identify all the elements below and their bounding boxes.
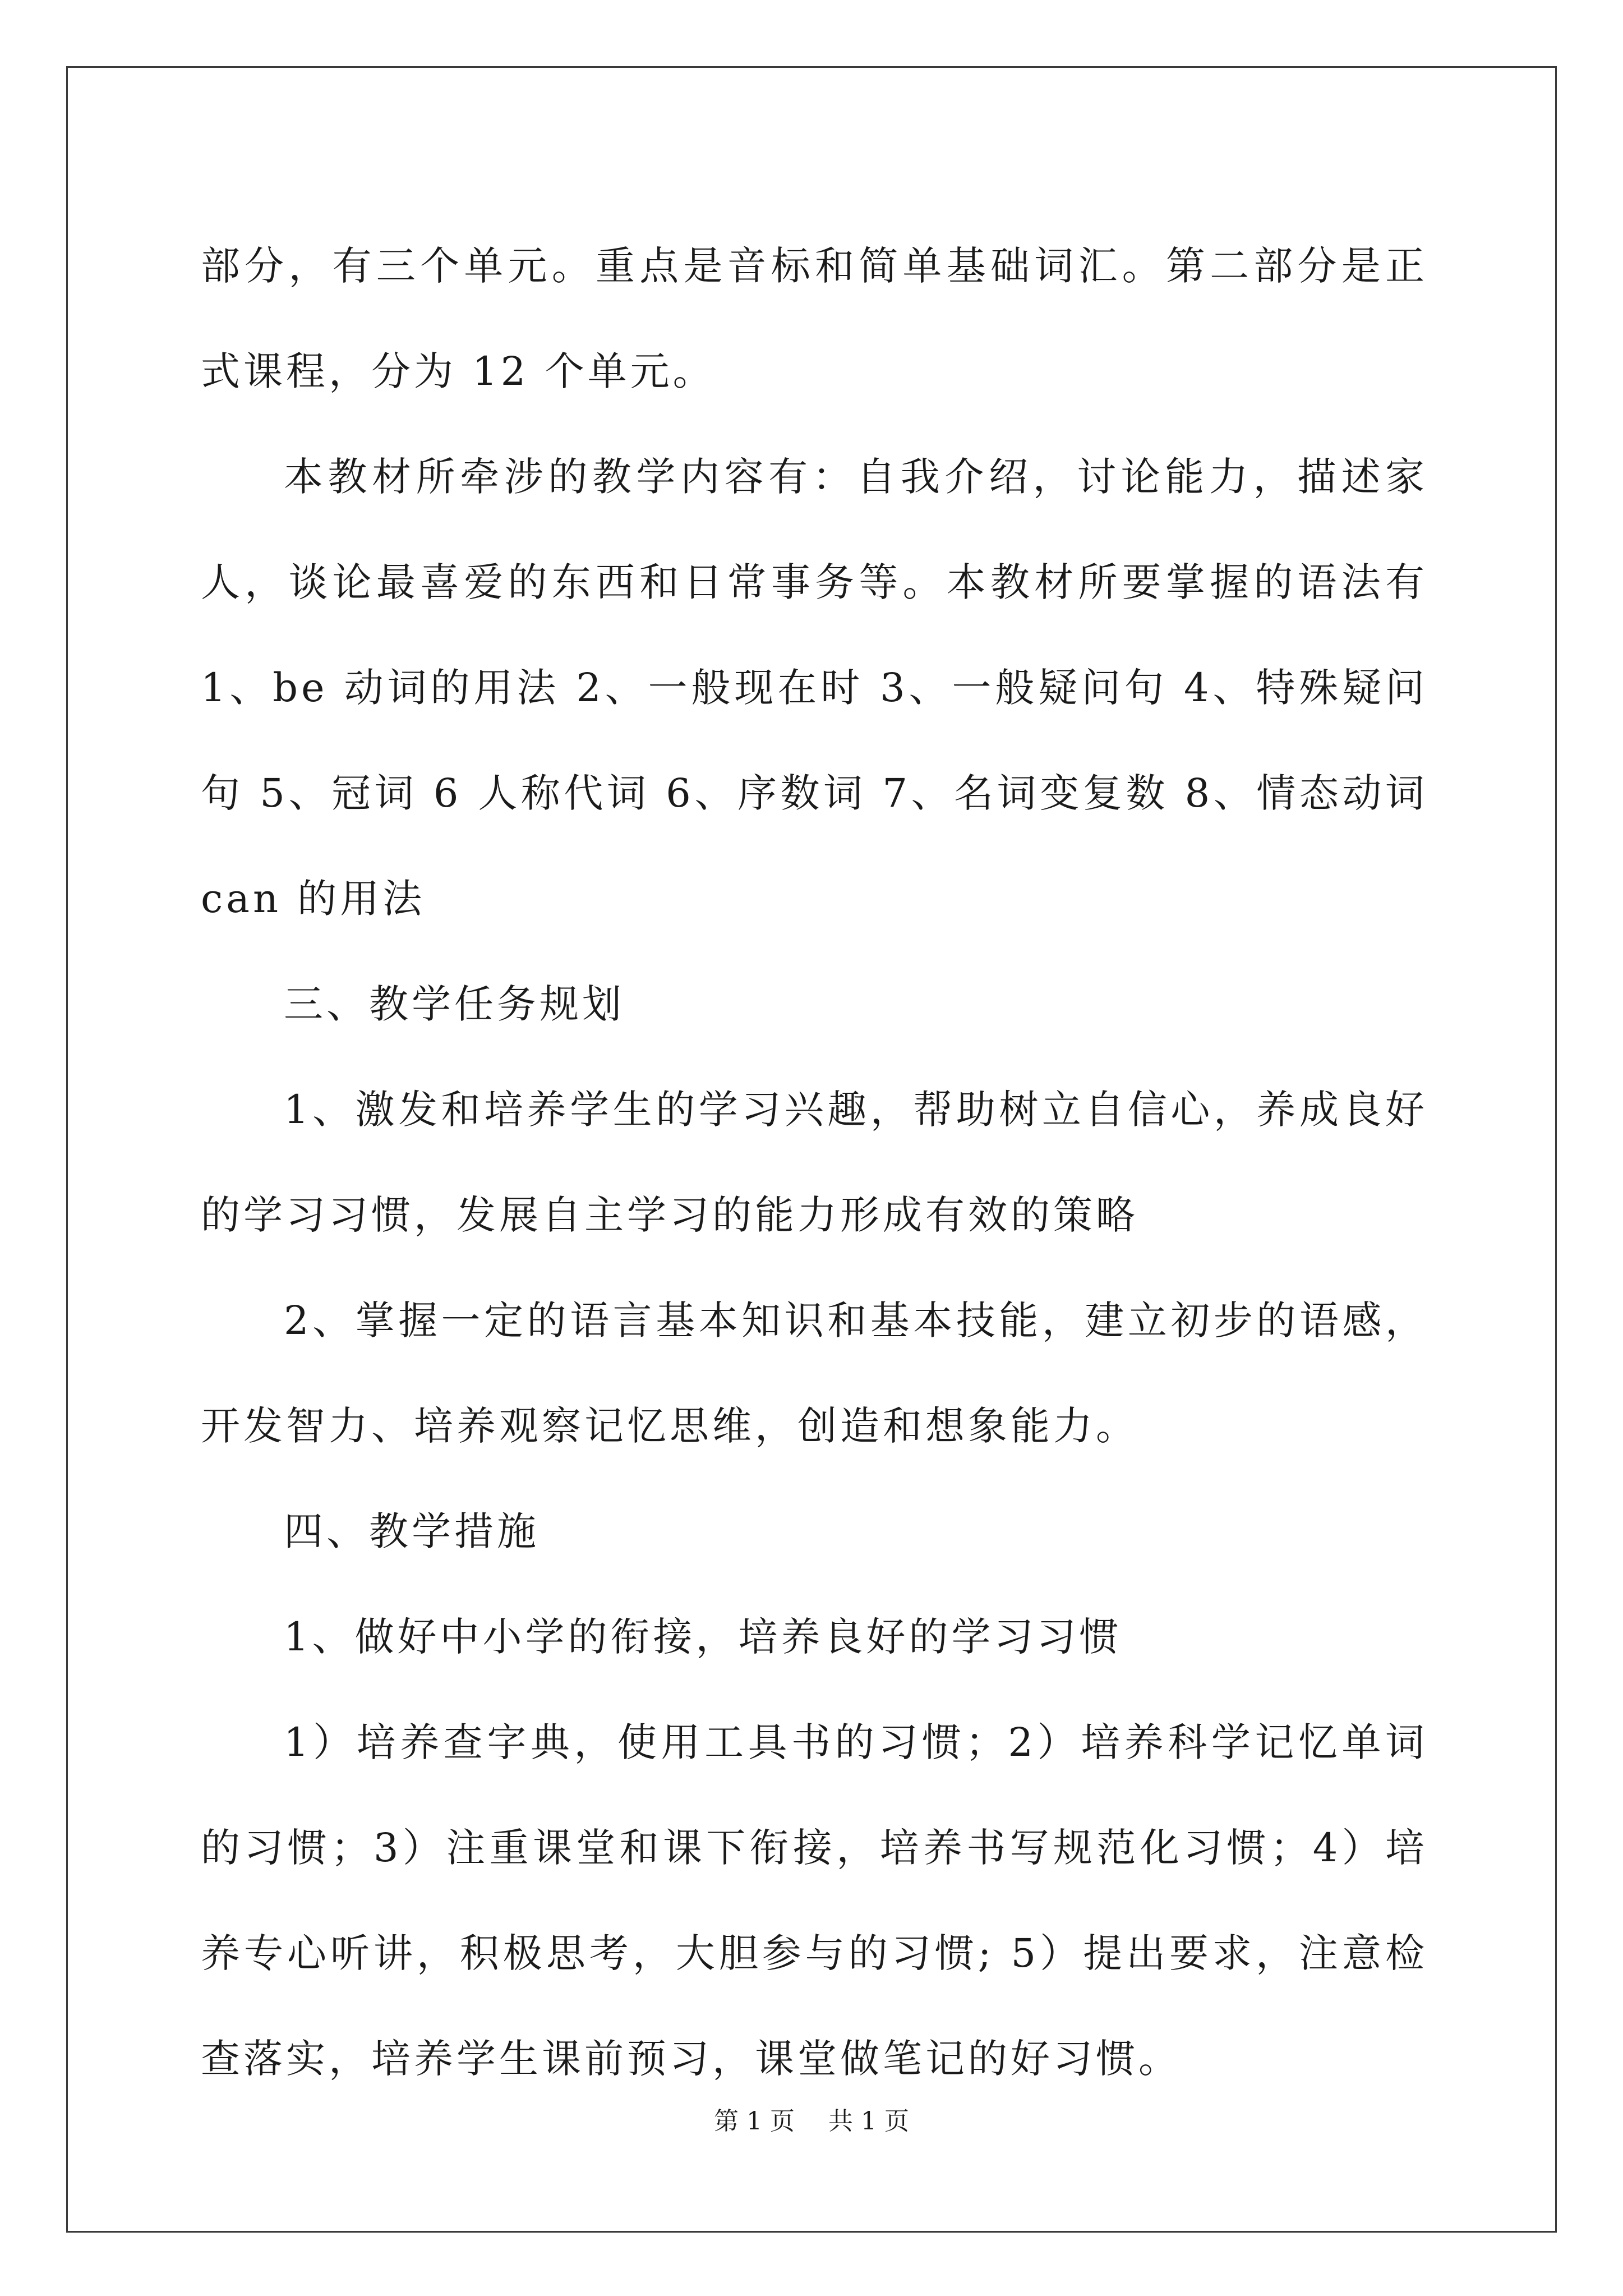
paragraph-5: 2、掌握一定的语言基本知识和基本技能，建立初步的语感，开发智力、培养观察记忆思维，创造和想象能力。	[201, 1297, 1428, 1449]
section-heading-3: 三、教学任务规划	[284, 981, 625, 1027]
paragraph-2: 本教材所牵涉的教学内容有：自我介绍，讨论能力，描述家人，谈论最喜爱的东西和日常事务等。本教材所要掌握的语法有 1、be 动词的用法 2、一般现在时 3、一般疑问句 4、特殊疑问句 5、冠词 6 人称代词 6、序数词 7、名词变复数 8、情态动词 can 的用法	[201, 454, 1428, 922]
paragraph-8: 1）培养查字典，使用工具书的习惯；2）培养科学记忆单词的习惯；3）注重课堂和课下衔接，培养书写规范化习惯；4）培养专心听讲，积极思考，大胆参与的习惯; 5）提出要求，注意检查落实，培养学生课前预习，课堂做笔记的好习惯。	[201, 1719, 1428, 2082]
section-heading-4: 四、教学措施	[284, 1508, 540, 1554]
document-body	[201, 213, 1428, 2111]
paragraph-1: 部分，有三个单元。重点是音标和简单基础词汇。第二部分是正式课程，分为 12 个单元。	[201, 243, 1428, 394]
page-number: 第 1 页	[714, 2107, 795, 2136]
page-total: 共 1 页	[828, 2107, 909, 2136]
paragraph-4: 1、激发和培养学生的学习兴趣，帮助树立自信心，养成良好的学习习惯，发展自主学习的能力形成有效的策略	[201, 1087, 1428, 1238]
paragraph-7: 1、做好中小学的衔接，培养良好的学习习惯	[284, 1614, 1122, 1660]
page-footer	[0, 2105, 1623, 2138]
